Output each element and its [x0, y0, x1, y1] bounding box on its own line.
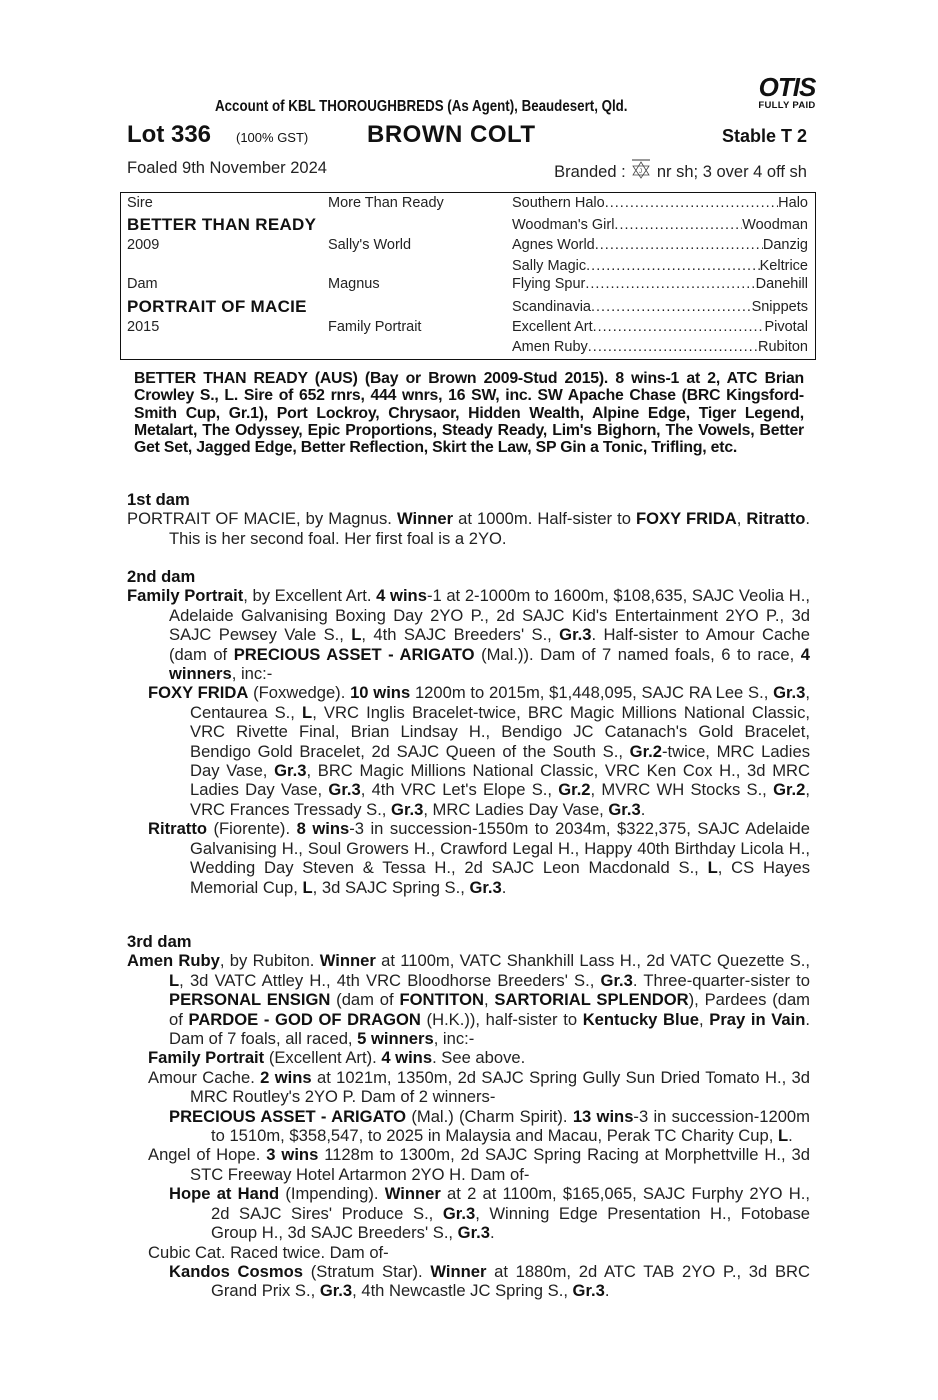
second-dam-title: 2nd dam — [127, 567, 196, 586]
highlight-text: 5 winners — [357, 1029, 434, 1049]
branded-label: Branded : — [554, 163, 626, 181]
star-brand-icon — [630, 159, 652, 179]
svg-text:J: J — [639, 169, 643, 175]
progeny-paragraph: Family Portrait (Excellent Art). 4 wins. See above. — [148, 1048, 526, 1068]
highlight-text: L — [169, 970, 180, 990]
dam-sire: Magnus — [328, 276, 380, 292]
highlight-text: 4 wins — [376, 586, 427, 606]
second-dam-paragraphs — [127, 586, 810, 897]
vendor-account: Account of KBL THOROUGHBREDS (As Agent), Beaudesert, Qld. — [215, 98, 628, 115]
otis-fully-paid-logo — [745, 74, 829, 111]
highlight-text: Gr.3 — [328, 780, 361, 800]
highlight-text: L — [777, 1126, 789, 1146]
grandparent-row: Flying Spur ..... Danehill — [512, 276, 808, 292]
third-dam-section — [127, 932, 810, 1301]
pedigree-table — [120, 192, 816, 360]
second-dam-section — [127, 567, 810, 897]
highlight-text: Gr.3 — [442, 1203, 476, 1223]
highlight-text: 4 wins — [381, 1048, 433, 1068]
highlight-text: Amen Ruby — [127, 951, 220, 971]
progeny-paragraph: FOXY FRIDA (Foxwedge). 10 wins 1200m to 2015m, $1,448,095, SAJC RA Lee S., Gr.3, Centaurea S., L, VRC Inglis Bracelet-twice, BRC Magic Millions National Classic, VRC Rivette Final, Brian Lindsay H., Bendigo JC Catanach's Gold Bracelet, Bendigo Gold Bracelet, 2d SAJC Queen of the South S., Gr.2-twice, MRC Ladies Day Vase, Gr.3, BRC Magic Millions National Classic, VRC Ken Cox H., 3d MRC Ladies Day Vase, Gr.3, 4th VRC Let's Elope S., Gr.2, MVRC WH Stocks S., Gr.2, VRC Frances Tressady S., Gr.3, MRC Ladies Day Vase, Gr.3. — [148, 683, 811, 819]
highlight-text: 3 wins — [266, 1145, 319, 1165]
highlight-text: SARTORIAL SPLENDOR — [494, 990, 689, 1010]
highlight-text: Kandos Cosmos — [169, 1261, 304, 1281]
sire-dam: Sally's World — [328, 237, 412, 253]
highlight-text: 13 wins — [572, 1106, 634, 1126]
highlight-text: 10 wins — [350, 683, 411, 703]
dam-dam: Family Portrait — [328, 319, 422, 335]
sire-name: BETTER THAN READY — [127, 215, 317, 234]
highlight-text: Family Portrait — [127, 586, 244, 606]
brand-description — [554, 159, 807, 182]
sire-label: Sire — [127, 195, 153, 211]
dam-paragraph: Amen Ruby, by Rubiton. Winner at 1100m, VATC Shankhill Lass H., 2d VATC Quezette S., L, 3d VATC Attley H., 4th VRC Bloodhorse Breeders' S., Gr.3. Three-quarter-sister to PERSONAL ENSIGN (dam of FONTITON, SARTORIAL SPLENDOR), Pardees (dam of PARDOE - GOD OF DRAGON (H.K.)), half-sister to Kentucky Blue, Pray in Vain. Dam of 7 foals, all raced, 5 winners, inc:- — [127, 951, 811, 1049]
gst-note: (100% GST) — [236, 130, 309, 145]
highlight-text: Gr.2 — [558, 780, 591, 800]
dam-label: Dam — [127, 276, 158, 292]
lot-number: Lot 336 — [127, 121, 212, 148]
highlight-text: Gr.3 — [391, 799, 424, 819]
grandparent-row: Agnes World ..... Danzig — [512, 237, 808, 253]
highlight-text: Kentucky Blue — [582, 1009, 699, 1029]
highlight-text: 4 winners — [169, 644, 810, 684]
sire-year: 2009 — [127, 237, 160, 253]
highlight-text: FOXY FRIDA — [636, 509, 737, 529]
progeny-paragraph: Amour Cache. 2 wins at 1021m, 1350m, 2d SAJC Spring Gully Sun Dried Tomato H., 3d MRC Routley's 2YO P. Dam of 2 winners- — [148, 1067, 810, 1107]
dam-year: 2015 — [127, 319, 160, 335]
highlight-text: Hope at Hand — [169, 1184, 280, 1204]
highlight-text: Gr.3 — [608, 799, 641, 819]
grandparent-row: Excellent Art ..... Pivotal — [512, 319, 808, 335]
highlight-text: PERSONAL ENSIGN — [169, 990, 331, 1010]
highlight-text: Ritratto — [746, 509, 806, 529]
highlight-text: Gr.2 — [629, 741, 662, 761]
grandparent-row: Southern Halo ..... Halo — [512, 195, 808, 211]
highlight-text: Gr.3 — [319, 1281, 353, 1301]
progeny-paragraph: Cubic Cat. Raced twice. Dam of- — [148, 1242, 389, 1262]
stable-location: Stable T 2 — [721, 126, 807, 146]
highlight-text: Winner — [384, 1184, 441, 1204]
sire-summary: BETTER THAN READY (AUS) (Bay or Brown 2009-Stud 2015). 8 wins-1 at 2, ATC Brian Crowley S., L. Sire of 652 rnrs, 444 wnrs, 16 SW, inc. SW Apache Chase (BRC Kingsford-Smith Cup, Gr.1), Port Lockroy, Chrysaor, Hidden Wealth, Alpine Edge, Tiger Legend, Metalart, The Odyssey, Epic Proportions, Steady Ready, Lim's Bighorn, The Vowels, Better Get Set, Jagged Edge, Better Reflection, Skirt the Law, SP Gin a Tonic, Trifling, etc. — [134, 370, 804, 457]
third-dam-title: 3rd dam — [127, 932, 192, 951]
third-dam-paragraphs — [127, 951, 810, 1300]
dam-paragraph: Family Portrait, by Excellent Art. 4 wins-1 at 2-1000m to 1600m, $108,635, SAJC Veolia H., Adelaide Galvanising Boxing Day 2YO P., 2d SAJC Kid's Entertainment 2YO P., 3d SAJC Pewsey Vale S., L, 4th SAJC Breeders' S., Gr.3. Half-sister to Amour Cache (dam of PRECIOUS ASSET - ARIGATO (Mal.)). Dam of 7 named foals, 6 to race, 4 winners, inc:- — [127, 586, 811, 684]
first-dam-paragraph: PORTRAIT OF MACIE, by Magnus. Winner at 1000m. Half-sister to FOXY FRIDA, Ritratto. This is her second foal. Her first foal is a 2YO. — [127, 509, 810, 548]
progeny-paragraph: Ritratto (Fiorente). 8 wins-3 in succession-1550m to 2034m, $322,375, SAJC Adelaide Galvanising H., Soul Growers H., Crawford Legal H., Happy 40th Birthday Licola H., Wedding Day Steven & Tessa H., 2d SAJC Leon Macdonald S., L, CS Hayes Memorial Cup, L, 3d SAJC Spring S., Gr.3. — [148, 819, 811, 897]
highlight-text: Gr.3 — [274, 761, 307, 781]
highlight-text: Gr.3 — [559, 625, 592, 645]
highlight-text: Ritratto — [148, 819, 207, 839]
highlight-text: Gr.3 — [773, 683, 806, 703]
highlight-text: L — [302, 702, 313, 722]
brand-text: nr sh; 3 over 4 off sh — [656, 163, 807, 181]
highlight-text: FONTITON — [399, 990, 484, 1010]
highlight-text: Pray in Vain — [709, 1009, 806, 1029]
highlight-text: 8 wins — [296, 819, 350, 839]
highlight-text: Gr.3 — [469, 877, 502, 897]
grandparent-row: Woodman's Girl ..... Woodman — [512, 217, 808, 233]
otis-logo-icon: OTIS — [758, 72, 816, 102]
highlight-text: Gr.2 — [773, 780, 806, 800]
lot-header — [127, 121, 809, 151]
highlight-text: L — [707, 858, 718, 878]
progeny-paragraph: Kandos Cosmos (Stratum Star). Winner at 1880m, 2d ATC TAB 2YO P., 3d BRC Grand Prix S., Gr.3, 4th Newcastle JC Spring S., Gr.3. — [169, 1261, 810, 1301]
highlight-text: FOXY FRIDA — [148, 683, 249, 703]
highlight-text: Gr.3 — [457, 1223, 490, 1243]
progeny-paragraph: Angel of Hope. 3 wins 1128m to 1300m, 2d SAJC Spring Racing at Morphettville H., 3d STC Freeway Hotel Artarmon 2YO H. Dam of- — [148, 1145, 810, 1184]
grandparent-row: Scandinavia ..... Snippets — [512, 299, 808, 315]
dam-name: PORTRAIT OF MACIE — [127, 297, 307, 316]
fully-paid-label: FULLY PAID — [758, 100, 816, 111]
progeny-paragraph: Hope at Hand (Impending). Winner at 2 at 1100m, $165,065, SAJC Furphy 2YO H., 2d SAJC Sires' Produce S., Gr.3, Winning Edge Presentation H., Fotobase Group H., 3d SAJC Breeders' S., Gr.3. — [169, 1184, 810, 1243]
first-dam-title: 1st dam — [127, 490, 190, 509]
foaled-date: Foaled 9th November 2024 — [127, 159, 327, 177]
highlight-text: Gr.3 — [600, 970, 633, 990]
progeny-paragraph: PRECIOUS ASSET - ARIGATO (Mal.) (Charm Spirit). 13 wins-3 in succession-1200m to 1510m, $358,547, to 2025 in Malaysia and Macau, Perak TC Charity Cup, L. — [169, 1106, 810, 1146]
highlight-text: PARDOE - GOD OF DRAGON — [188, 1009, 421, 1029]
horse-description: BROWN COLT — [367, 121, 536, 148]
highlight-text: Gr.3 — [572, 1281, 605, 1301]
grandparent-row: Sally Magic ..... Keltrice — [512, 258, 808, 274]
highlight-text: Family Portrait — [148, 1048, 265, 1068]
highlight-text: L — [351, 625, 362, 645]
grandparent-row: Amen Ruby ..... Rubiton — [512, 339, 808, 355]
highlight-text: Winner — [430, 1261, 487, 1281]
highlight-text: L — [302, 877, 313, 897]
highlight-text: 2 wins — [260, 1067, 312, 1087]
highlight-text: Winner — [396, 509, 454, 529]
first-dam-section — [127, 490, 810, 548]
highlight-text: PRECIOUS ASSET - ARIGATO — [169, 1106, 407, 1126]
highlight-text: Winner — [319, 951, 376, 971]
highlight-text: PRECIOUS ASSET - ARIGATO — [233, 644, 475, 664]
sire-sire: More Than Ready — [328, 195, 444, 211]
